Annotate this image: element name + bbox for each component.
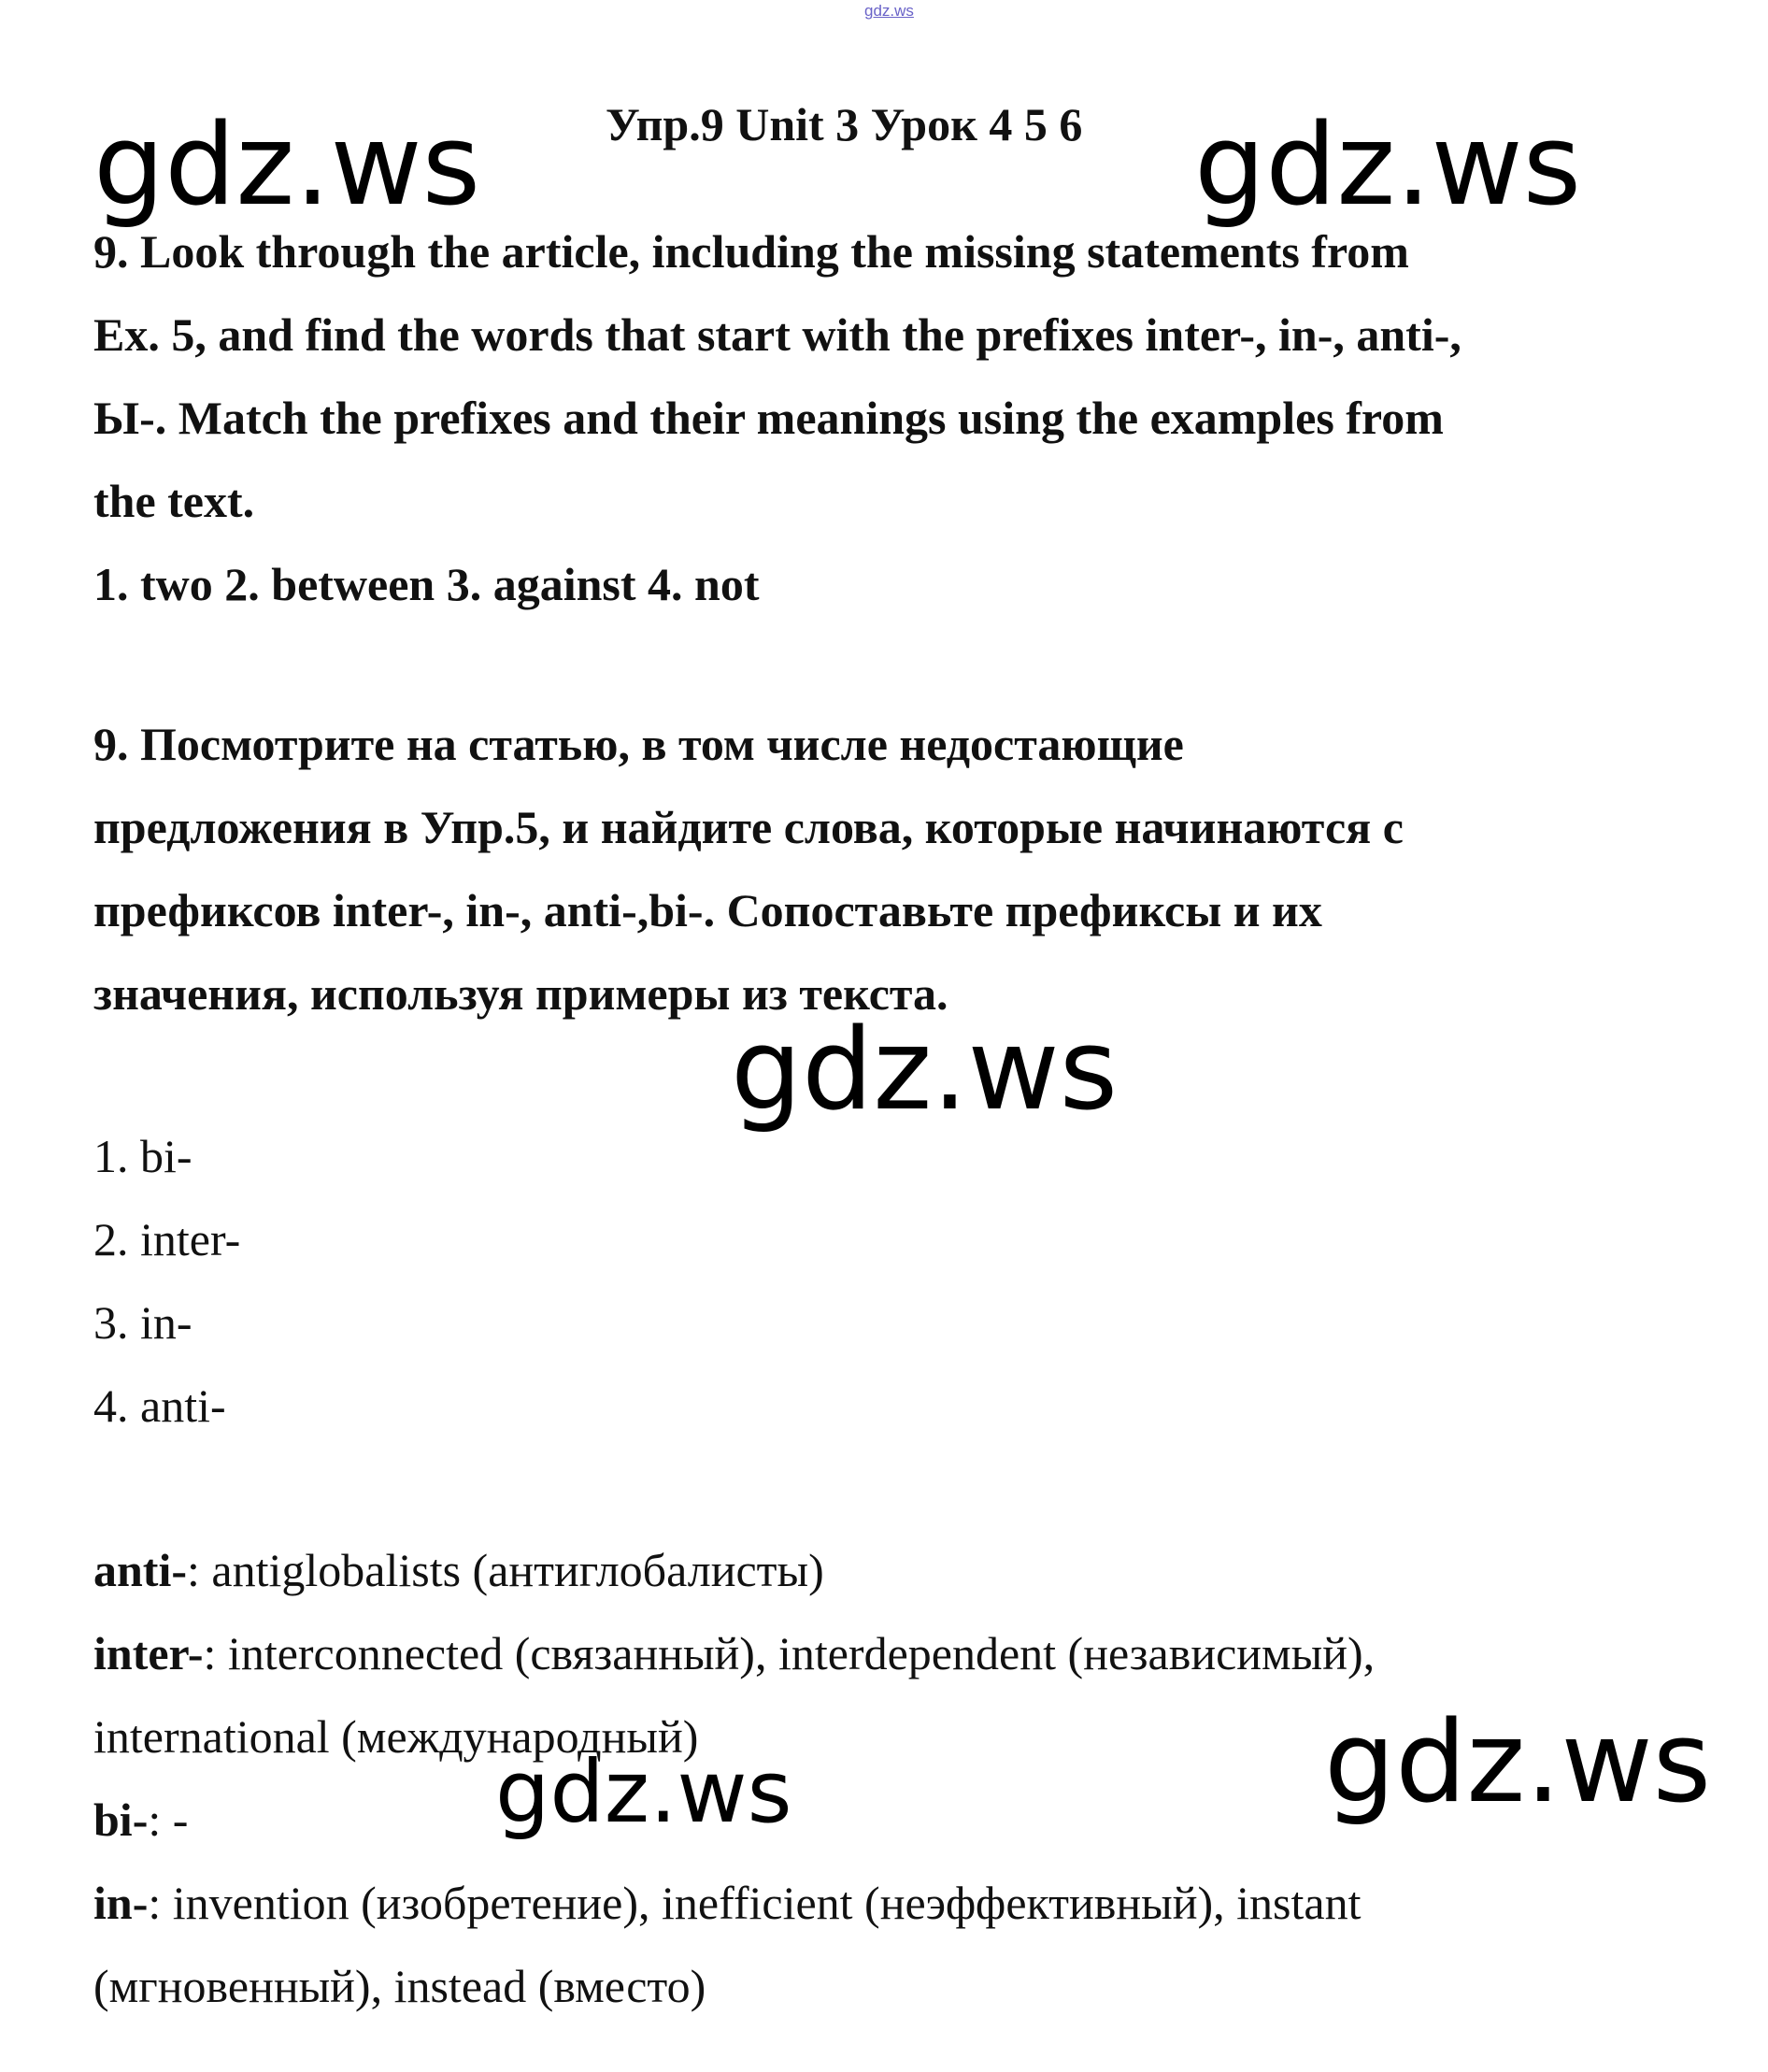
prefix-label: in- [93, 1877, 149, 1929]
answer-item: 1. bi- [93, 1130, 192, 1182]
top-site-mark: gdz.ws [864, 2, 914, 20]
example-anti [93, 1529, 824, 1612]
example-text: : interconnected (связанный), interdependent (независимый), [203, 1627, 1376, 1679]
page-title: Упр.9 Unit 3 Урок 4 5 6 [606, 98, 1083, 150]
example-text: : - [148, 1793, 189, 1846]
example-text: : invention (изобретение), inefficient (неэффективный), instant [148, 1877, 1362, 1929]
answer-item: 4. anti- [93, 1379, 226, 1432]
example-in [93, 1862, 1361, 1945]
watermark: gdz.ws [495, 1742, 792, 1842]
task-en-line-4: the text. [93, 475, 255, 527]
task-ru-line-3: префиксов inter-, in-, anti-,bi-. Сопоставьте префиксы и их [93, 884, 1322, 936]
prefix-label: inter- [93, 1627, 204, 1679]
watermark: gdz.ws [1324, 1698, 1712, 1828]
prefix-label: anti- [93, 1544, 187, 1596]
task-en-line-2: Ex. 5, and find the words that start with the prefixes inter-, in-, anti-, [93, 308, 1461, 361]
prefix-label: bi- [93, 1793, 149, 1846]
task-ru-line-1: 9. Посмотрите на статью, в том числе недостающие [93, 718, 1184, 770]
example-in-cont: (мгновенный), instead (вместо) [93, 1960, 706, 2012]
example-inter [93, 1612, 1375, 1695]
answer-item: 3. in- [93, 1296, 192, 1349]
task-en-meanings: 1. two 2. between 3. against 4. not [93, 558, 760, 610]
example-bi [93, 1779, 188, 1862]
task-ru-line-2: предложения в Упр.5, и найдите слова, которые начинаются с [93, 801, 1404, 853]
task-en-line-1: 9. Look through the article, including the missing statements from [93, 225, 1409, 278]
task-en-line-3: Ы-. Match the prefixes and their meanings using the examples from [93, 392, 1444, 444]
task-ru-line-4: значения, используя примеры из текста. [93, 967, 948, 1020]
watermark: gdz.ws [1194, 101, 1582, 231]
answer-item: 2. inter- [93, 1213, 241, 1265]
watermark: gdz.ws [93, 101, 481, 231]
watermark: gdz.ws [731, 1006, 1119, 1136]
example-text: : antiglobalists (антиглобалисты) [187, 1544, 824, 1596]
example-inter-cont: international (международный) [93, 1710, 699, 1763]
